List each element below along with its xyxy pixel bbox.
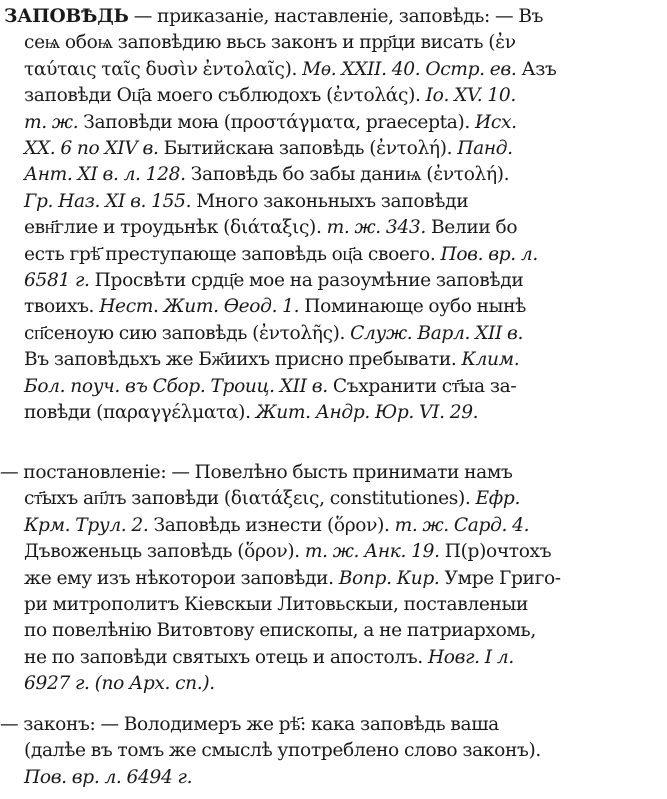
- citation-reference: Панд.: [457, 138, 513, 159]
- sense1-line: [4, 83, 659, 109]
- citation-reference: Ефр.: [475, 488, 521, 510]
- entry-text: Просвѣти срдц҃е мое на разоумѣние заповѣди: [89, 270, 524, 291]
- entry-text: есть грѣ҃ преступающе заповѣдь оц҃а своего.: [24, 243, 441, 265]
- citation-reference: т. ж.: [24, 111, 79, 133]
- entry-text: Дъвоженьць заповѣдь (ὅρον).: [24, 541, 305, 563]
- sense2-line: [4, 671, 659, 697]
- sense2-line: [4, 592, 659, 618]
- citation-reference: Бол. поуч. въ Сбор. Троиц. XII в.: [24, 375, 328, 397]
- entry-text: Умре Григо-: [439, 567, 561, 589]
- entry-text: Заповѣдь изнести (ὅρον).: [148, 514, 395, 536]
- citation-reference: Крм. Трул. 2.: [24, 514, 149, 536]
- sense1-line: [4, 268, 659, 294]
- citation-reference: Исх.: [475, 111, 517, 133]
- sense1-line: [4, 4, 659, 30]
- citation-reference: т. ж. Сард. 4.: [394, 514, 530, 536]
- entry-text: Бытийскаꙗ заповѣдь (ἐντολή).: [158, 138, 458, 159]
- citation-reference: XX. 6 по XIV в.: [24, 138, 159, 159]
- entry-text: повѣди (παραγγέλματα).: [24, 402, 256, 423]
- sense2-line: [0, 460, 655, 486]
- entry-text: Въ заповѣдьхъ же Бж҃иихъ присно пребывати.: [24, 349, 462, 371]
- citation-reference: Вопр. Кир.: [338, 567, 440, 589]
- sense2-line: [4, 486, 659, 512]
- sense1-line: [4, 294, 659, 320]
- citation-reference: Ант. XI в. л. 128.: [24, 164, 186, 186]
- sense3-line: [0, 712, 655, 738]
- citation-reference: Жит. Андр. Юр. VI. 29.: [255, 402, 479, 423]
- entry-text: — приказаніе, наставленіе, заповѣдь: — Въ: [128, 6, 544, 27]
- entry-text: сеѩ обоѩ заповѣдию вьсь законъ и прр҃ци висать (ἐν: [24, 32, 516, 54]
- sense1-line: [4, 162, 659, 188]
- entry-text: — постановленіе: — Повелѣно бысть принимати намъ: [0, 462, 513, 483]
- entry-text: Заповѣди моꙗ (προστάγματα, praecepta).: [78, 111, 476, 133]
- citation-reference: Нест. Жит. Ѳеод. 1.: [99, 296, 300, 318]
- sense1-line: [4, 321, 659, 347]
- entry-text: не по заповѣди святыхъ отець и апостолъ.: [24, 646, 428, 668]
- entry-text: Много законьныхъ заповѣди: [191, 190, 469, 212]
- citation-reference: Гр. Наз. XI в. 155.: [24, 190, 192, 212]
- sense1-line: [4, 215, 659, 241]
- sense3-line: [4, 738, 659, 764]
- sense1-line: [4, 347, 659, 373]
- sense1-line: [4, 242, 659, 268]
- entry-text: заповѣди Оц҃а моего съблюдохъ (ἐντολάς).: [24, 85, 426, 107]
- citation-reference: т. ж. 343.: [326, 217, 426, 239]
- sense2-line: [4, 513, 659, 539]
- sense1-line: [4, 57, 659, 83]
- citation-reference: Служ. Варл. XII в.: [350, 322, 524, 344]
- dictionary-entry: [0, 4, 659, 796]
- citation-reference: Пов. вр. л.: [440, 243, 538, 265]
- entry-text: П(р)очтохъ: [439, 541, 552, 563]
- entry-text: Велии бо: [425, 217, 518, 239]
- sense2-line: [4, 566, 659, 592]
- citation-reference: Новг. I л.: [427, 646, 514, 668]
- sense2-line: [4, 645, 659, 671]
- citation-reference: Пов. вр. л. 6494 г.: [24, 766, 193, 788]
- entry-text: — законъ: — Володимеръ же рѣ҃: кака заповѣдь ваша: [0, 714, 499, 735]
- sense1-line: [4, 400, 659, 426]
- sense2-line: [4, 618, 659, 644]
- entry-text: евн҃глие и троудьнѣк (διάταξις).: [24, 217, 327, 239]
- citation-reference: Мѳ. XXII. 40. Остр. ев.: [302, 58, 517, 80]
- entry-text: по повелѣнію Витовтову епископы, а не патриархомь,: [24, 620, 536, 642]
- entry-text: ст҃ыхъ ап҃лъ заповѣди (διατάξεις, constitutiones).: [24, 488, 476, 510]
- entry-text: Заповѣдь бо забы даниѩ (ἐντολή).: [185, 164, 510, 186]
- entry-text: (далѣе въ томъ же смыслѣ употреблено слово законъ).: [24, 740, 541, 762]
- entry-text: сп҃сеноую сию заповѣдь (ἐντολῆς).: [24, 322, 351, 344]
- entry-text: Азъ: [516, 58, 557, 80]
- sense1-line: [4, 189, 659, 215]
- sense1-line: [4, 374, 659, 400]
- entry-text: твоихъ.: [24, 296, 100, 318]
- citation-reference: 6927 г. (по Арх. сп.).: [24, 673, 215, 695]
- entry-text: же ему изъ нѣкоторои заповѣди.: [24, 567, 339, 589]
- citation-reference: Іо. XV. 10.: [425, 85, 516, 107]
- sense3-line: [4, 765, 659, 791]
- sense1-line: [4, 30, 659, 56]
- entry-text: ταύταις ταῖς δυσὶν ἐντολαῖς).: [24, 58, 303, 80]
- sense1-line: [4, 110, 659, 136]
- entry-text: ри митрополитъ Кіевскыи Литовьскыи, поставленыи: [24, 594, 529, 615]
- citation-reference: т. ж. Анк. 19.: [304, 541, 440, 563]
- entry-text: Съхранити ст҃ыа за-: [327, 375, 517, 397]
- sense1-line: [4, 136, 659, 162]
- sense2-line: [4, 539, 659, 565]
- headword: ЗАПОВѢДЬ: [4, 6, 129, 27]
- citation-reference: 6581 г.: [24, 270, 90, 291]
- citation-reference: Клим.: [461, 349, 520, 371]
- entry-text: Поминающе оубо нынѣ: [299, 296, 527, 318]
